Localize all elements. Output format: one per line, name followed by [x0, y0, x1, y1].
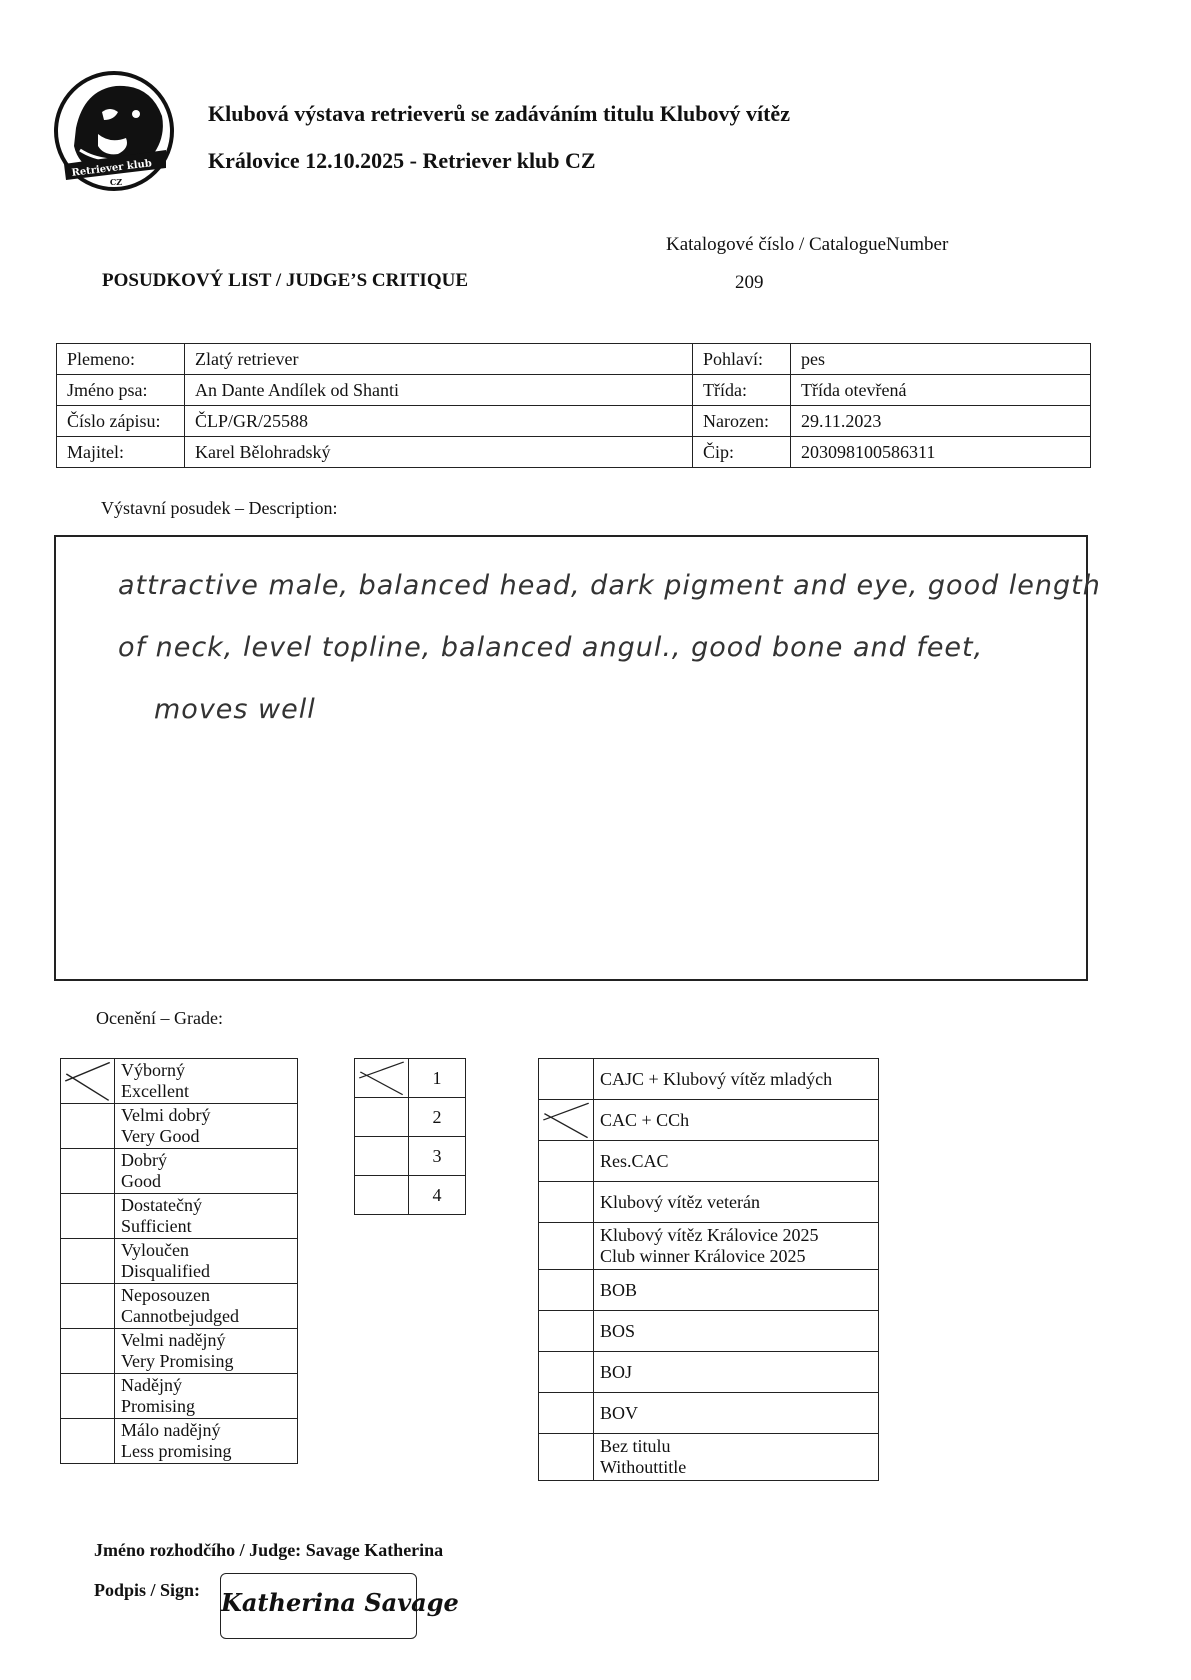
title-row	[539, 1141, 879, 1182]
title-row	[539, 1311, 879, 1352]
grade-cz: Výborný	[121, 1060, 185, 1080]
title-line1: CAC + CCh	[600, 1109, 690, 1130]
grade-en: Excellent	[121, 1081, 189, 1101]
title-row	[539, 1270, 879, 1311]
born-label: Narozen:	[693, 406, 791, 437]
title-row	[539, 1352, 879, 1393]
title-line2: Club winner Královice 2025	[600, 1246, 806, 1266]
placement-number: 4	[409, 1176, 466, 1215]
grade-label-cell	[115, 1284, 298, 1329]
description-line: attractive male, balanced head, dark pigment and eye, good length	[118, 570, 1101, 601]
grade-cz: Dobrý	[121, 1150, 167, 1170]
cross-mark-icon	[355, 1059, 408, 1097]
dog-name-label: Jméno psa:	[57, 375, 185, 406]
form-title: POSUDKOVÝ LIST / JUDGE’S CRITIQUE	[102, 270, 469, 291]
description-box	[54, 535, 1101, 981]
title-label-cell	[594, 1100, 879, 1141]
checkbox-cell[interactable]	[355, 1059, 409, 1098]
checkbox-cell[interactable]	[61, 1329, 115, 1374]
title-line1: Klubový vítěz veterán	[600, 1191, 760, 1212]
event-subtitle: Královice 12.10.2025 - Retriever klub CZ	[208, 148, 596, 173]
placement-number: 3	[409, 1137, 466, 1176]
title-label-cell	[594, 1059, 879, 1100]
checkbox-cell[interactable]	[61, 1374, 115, 1419]
checkbox-cell[interactable]	[539, 1352, 594, 1393]
titles-table	[538, 1058, 879, 1481]
title-label-cell	[594, 1141, 879, 1182]
grade-label-cell	[115, 1059, 298, 1104]
grade-en: Very Good	[121, 1126, 200, 1146]
chip-value: 203098100586311	[791, 437, 1091, 468]
grade-label-cell	[115, 1194, 298, 1239]
catalogue-number: 209	[735, 272, 764, 293]
title-row	[539, 1059, 879, 1100]
grade-row	[61, 1284, 298, 1329]
title-line1: Res.CAC	[600, 1150, 669, 1171]
checkbox-cell[interactable]	[61, 1419, 115, 1464]
grade-row	[61, 1059, 298, 1104]
checkbox-cell[interactable]	[539, 1393, 594, 1434]
grade-row	[61, 1374, 298, 1419]
grade-cz: Dostatečný	[121, 1195, 202, 1215]
checkbox-cell[interactable]	[61, 1104, 115, 1149]
info-row	[57, 344, 1091, 375]
title-line1: BOB	[600, 1279, 638, 1300]
grade-label-cell	[115, 1374, 298, 1419]
title-line1: Bez titulu	[600, 1436, 671, 1456]
checkbox-cell[interactable]	[61, 1239, 115, 1284]
title-line1: BOS	[600, 1320, 636, 1341]
checkbox-cell[interactable]	[539, 1311, 594, 1352]
grade-row	[61, 1104, 298, 1149]
checkbox-cell[interactable]	[539, 1141, 594, 1182]
checkbox-cell[interactable]	[355, 1098, 409, 1137]
club-logo	[54, 68, 174, 194]
breed-label: Plemeno:	[57, 344, 185, 375]
title-line1: Klubový vítěz Královice 2025	[600, 1225, 819, 1245]
signature: Katherina Savage	[221, 1588, 459, 1617]
title-row	[539, 1100, 879, 1141]
cross-mark-icon	[539, 1100, 593, 1140]
checkbox-cell[interactable]	[539, 1100, 594, 1141]
grade-row	[61, 1329, 298, 1374]
title-label-cell	[594, 1434, 879, 1481]
signature-box	[220, 1573, 459, 1639]
placement-table	[354, 1058, 466, 1215]
info-row	[57, 375, 1091, 406]
checkbox-cell[interactable]	[61, 1059, 115, 1104]
checkbox-cell[interactable]	[355, 1176, 409, 1215]
registration-value: ČLP/GR/25588	[185, 406, 693, 437]
grade-en: Disqualified	[121, 1261, 210, 1281]
grade-label-cell	[115, 1419, 298, 1464]
sex-label: Pohlaví:	[693, 344, 791, 375]
dog-info-table	[56, 343, 1091, 468]
placement-row	[355, 1137, 466, 1176]
title-label-cell	[594, 1352, 879, 1393]
grade-label-cell	[115, 1104, 298, 1149]
grade-en: Very Promising	[121, 1351, 234, 1371]
description-line: moves well	[154, 694, 316, 725]
placement-number: 2	[409, 1098, 466, 1137]
grade-cz: Velmi nadějný	[121, 1330, 226, 1350]
event-title: Klubová výstava retrieverů se zadáváním titulu Klubový vítěz	[208, 101, 790, 126]
checkbox-cell[interactable]	[355, 1137, 409, 1176]
grade-cz: Vyloučen	[121, 1240, 189, 1260]
dog-name-value: An Dante Andílek od Shanti	[185, 375, 693, 406]
checkbox-cell[interactable]	[61, 1284, 115, 1329]
checkbox-cell[interactable]	[539, 1434, 594, 1481]
grade-en: Good	[121, 1171, 161, 1191]
grade-row	[61, 1419, 298, 1464]
placement-number: 1	[409, 1059, 466, 1098]
info-row	[57, 406, 1091, 437]
grade-row	[61, 1194, 298, 1239]
grade-en: Sufficient	[121, 1216, 192, 1236]
logo-text: Retriever klub	[71, 158, 153, 179]
placement-row	[355, 1176, 466, 1215]
checkbox-cell[interactable]	[539, 1182, 594, 1223]
title-line1: BOV	[600, 1402, 639, 1423]
grade-cz: Málo nadějný	[121, 1420, 221, 1440]
placement-row	[355, 1059, 466, 1098]
description-line: of neck, level topline, balanced angul., good bone and feet,	[118, 632, 984, 663]
title-label-cell	[594, 1223, 879, 1270]
grade-row	[61, 1239, 298, 1284]
title-row	[539, 1182, 879, 1223]
grade-label-cell	[115, 1149, 298, 1194]
grade-label-cell	[115, 1239, 298, 1284]
judge-label: Jméno rozhodčího / Judge:	[94, 1540, 302, 1560]
grade-cz: Neposouzen	[121, 1285, 210, 1305]
grade-cz: Velmi dobrý	[121, 1105, 211, 1125]
grade-en: Less promising	[121, 1441, 232, 1461]
grade-label-cell	[115, 1329, 298, 1374]
title-label-cell	[594, 1182, 879, 1223]
judge-name: Savage Katherina	[305, 1540, 444, 1560]
title-line1: CAJC + Klubový vítěz mladých	[600, 1068, 833, 1089]
registration-label: Číslo zápisu:	[57, 406, 185, 437]
owner-value: Karel Bělohradský	[185, 437, 693, 468]
grade-en: Promising	[121, 1396, 196, 1416]
checkbox-cell[interactable]	[539, 1059, 594, 1100]
placement-row	[355, 1098, 466, 1137]
checkbox-cell[interactable]	[539, 1270, 594, 1311]
title-row	[539, 1393, 879, 1434]
description-label: Výstavní posudek – Description:	[101, 498, 338, 518]
class-label: Třída:	[693, 375, 791, 406]
checkbox-cell[interactable]	[61, 1194, 115, 1239]
judge-line	[94, 1540, 443, 1561]
chip-label: Čip:	[693, 437, 791, 468]
owner-label: Majitel:	[57, 437, 185, 468]
sign-label: Podpis / Sign:	[94, 1580, 201, 1600]
grade-row	[61, 1149, 298, 1194]
info-row	[57, 437, 1091, 468]
catalogue-label: Katalogové číslo / CatalogueNumber	[666, 234, 949, 255]
title-row	[539, 1223, 879, 1270]
checkbox-cell[interactable]	[61, 1149, 115, 1194]
title-label-cell	[594, 1393, 879, 1434]
breed-value: Zlatý retriever	[185, 344, 693, 375]
class-value: Třída otevřená	[791, 375, 1091, 406]
grade-en: Cannotbejudged	[121, 1306, 239, 1326]
title-label-cell	[594, 1270, 879, 1311]
grade-label: Ocenění – Grade:	[96, 1008, 223, 1028]
title-line1: BOJ	[600, 1361, 633, 1382]
title-row	[539, 1434, 879, 1481]
born-value: 29.11.2023	[791, 406, 1091, 437]
sex-value: pes	[791, 344, 1091, 375]
grade-cz: Nadějný	[121, 1375, 182, 1395]
checkbox-cell[interactable]	[539, 1223, 594, 1270]
logo-text-cz: CZ	[109, 177, 123, 187]
title-label-cell	[594, 1311, 879, 1352]
cross-mark-icon	[61, 1059, 114, 1103]
title-line2: Withouttitle	[600, 1457, 687, 1477]
grade-table	[60, 1058, 298, 1464]
